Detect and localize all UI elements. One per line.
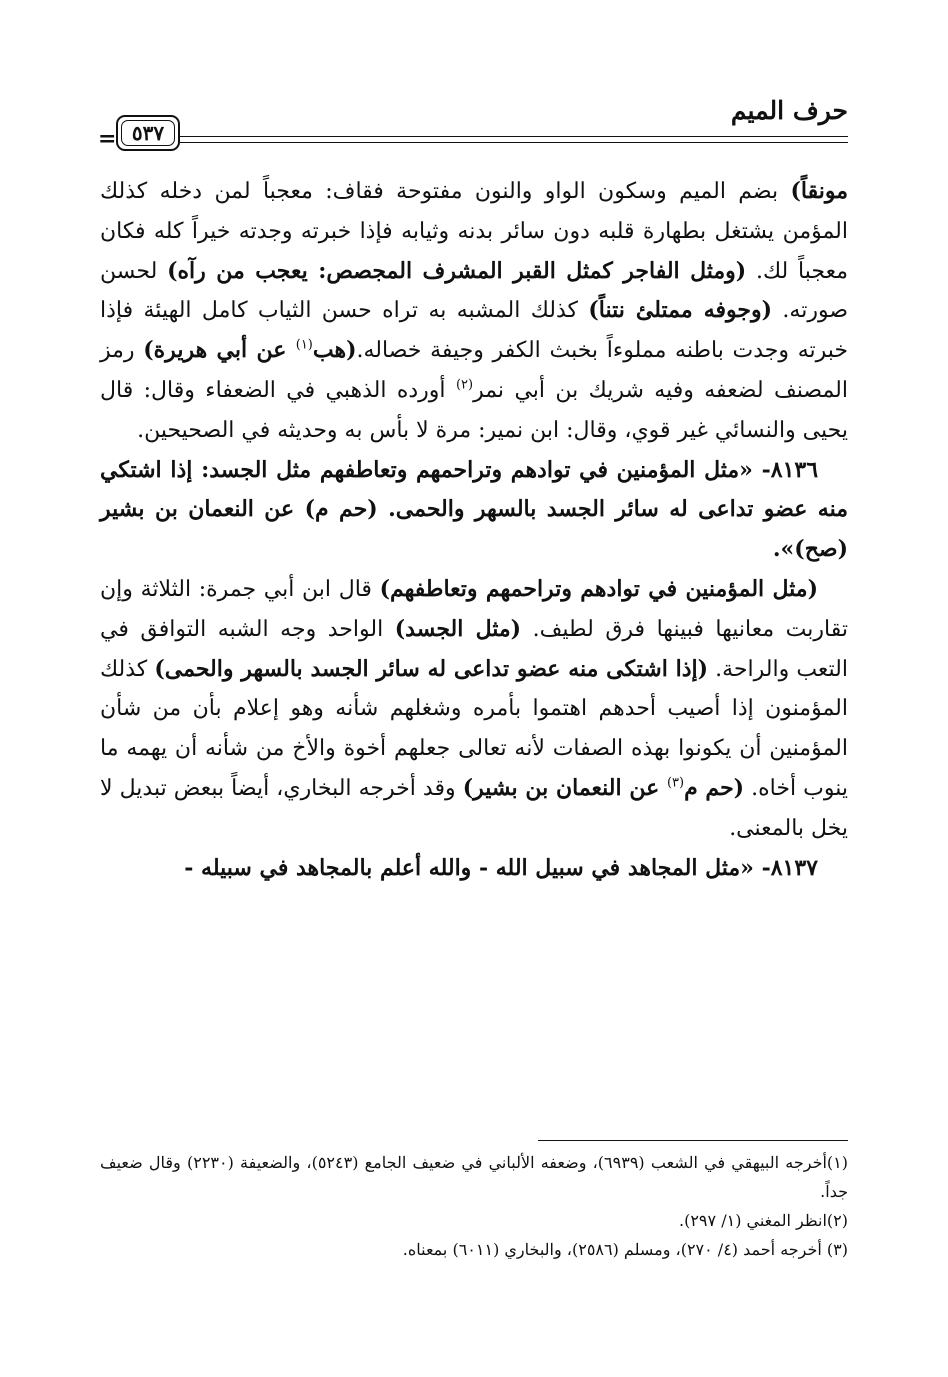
- text-run: أورده الذهبي في الضعفاء وقال: قال يحيى والنسائي غير قوي، وقال: ابن نمير: مرة لا بأس به وحديثه في الصحيحين.: [100, 377, 848, 443]
- text-run: قال ابن أبي جمرة: الثلاثة وإن تقاربت معانيها فبينها فرق لطيف.: [100, 576, 848, 642]
- commentary-paragraph: [100, 172, 848, 451]
- footnote-rule: [538, 1140, 848, 1141]
- page-number-tick: =: [98, 126, 117, 152]
- hadith-number: ٨١٣٦-: [752, 456, 819, 483]
- hadith-number: ٨١٣٧-: [753, 854, 818, 881]
- footnote-1: (١)أخرجه البيهقي في الشعب (٦٩٣٩)، وضعفه الألباني في ضعيف الجامع (٥٢٤٣)، والضعيفة (٢٢٣٠) وقال ضعيف جداً.: [100, 1153, 849, 1201]
- hadith-text: «مثل المجاهد في سبيل الله - والله أعلم بالمجاهد في سبيله -: [184, 854, 754, 881]
- bold-phrase: عن أبي هريرة): [143, 337, 296, 364]
- text-run: لحسن صورته.: [100, 258, 849, 324]
- text-run: الواحد وجه الشبه التوافق في التعب والراحة.: [100, 616, 848, 682]
- footnote-marker: (٢): [455, 377, 474, 393]
- bold-phrase: (هب: [312, 337, 357, 364]
- hadith-8137: [100, 849, 848, 889]
- footnote-marker: (١): [295, 337, 313, 353]
- bold-phrase: (مثل الجسد): [394, 615, 522, 642]
- page-number-frame: [116, 115, 180, 151]
- bold-phrase: (مثل المؤمنين في توادهم وتراحمهم وتعاطفهم): [379, 575, 819, 602]
- footnote-marker: (٣): [666, 775, 685, 791]
- hadith-text: «مثل المؤمنين في توادهم وتراحمهم وتعاطفهم مثل الجسد: إذا اشتكي منه عضو تداعى له سائر الجسد بالسهر والحمى. (حم م) عن النعمان بن بشير (صح)».: [100, 456, 848, 563]
- text-run: كذلك المشبه به تراه حسن الثياب كامل الهيئة فإذا خبرته وجدت باطنه مملوءاً بخبث الكفر وجيفة خصاله.: [100, 298, 848, 364]
- bold-phrase: (حم م: [684, 774, 745, 801]
- commentary-paragraph: [100, 570, 848, 849]
- text-run: بضم الميم وسكون الواو والنون مفتوحة فقاف: معجباً لمن دخله كذلك المؤمن يشتغل بطهارة قلبه دون سائر بدنه وثيابه فإذا خبرته وجدته خيراً كله فكان معجباً لك.: [100, 179, 848, 284]
- bold-phrase: مونقاً): [790, 178, 848, 204]
- text-run: كذلك المؤمنون إذا أصيب أحدهم اهتموا بأمره وشغلهم شأنه وهو إعلام بأن من شأن المؤمنين أن يكونوا بهذه الصفات لأنه تعالى جعلهم أخوة والأخ من شأنه أن يهمه ما ينوب أخاه.: [100, 656, 848, 801]
- bold-phrase: (ومثل الفاجر كمثل القبر المشرف المجصص: يعجب من رآه): [167, 257, 747, 284]
- footnotes: [100, 1148, 848, 1264]
- bold-phrase: (إذا اشتكى منه عضو تداعى له سائر الجسد بالسهر والحمى): [154, 655, 709, 682]
- bold-phrase: عن النعمان بن بشير): [462, 774, 667, 801]
- text-run: وقد أخرجه البخاري، أيضاً ببعض تبديل لا يخل بالمعنى.: [100, 775, 848, 841]
- footnote-3: (٣) أخرجه أحمد (٤/ ٢٧٠)، ومسلم (٢٥٨٦)، والبخاري (٦٠١١) بمعناه.: [402, 1240, 848, 1259]
- header-rule: [180, 136, 848, 143]
- running-header-title: حرف الميم: [730, 96, 848, 125]
- bold-phrase: (وجوفه ممتلئ نتناً): [588, 297, 773, 324]
- main-text: [100, 172, 848, 888]
- hadith-8136: [100, 451, 848, 570]
- page-number: ٥٣٧: [121, 120, 175, 146]
- text-run: رمز المصنف لضعفه وفيه شريك بن أبي نمر: [100, 338, 848, 403]
- footnote-2: (٢)انظر المغني (١/ ٢٩٧).: [679, 1211, 848, 1230]
